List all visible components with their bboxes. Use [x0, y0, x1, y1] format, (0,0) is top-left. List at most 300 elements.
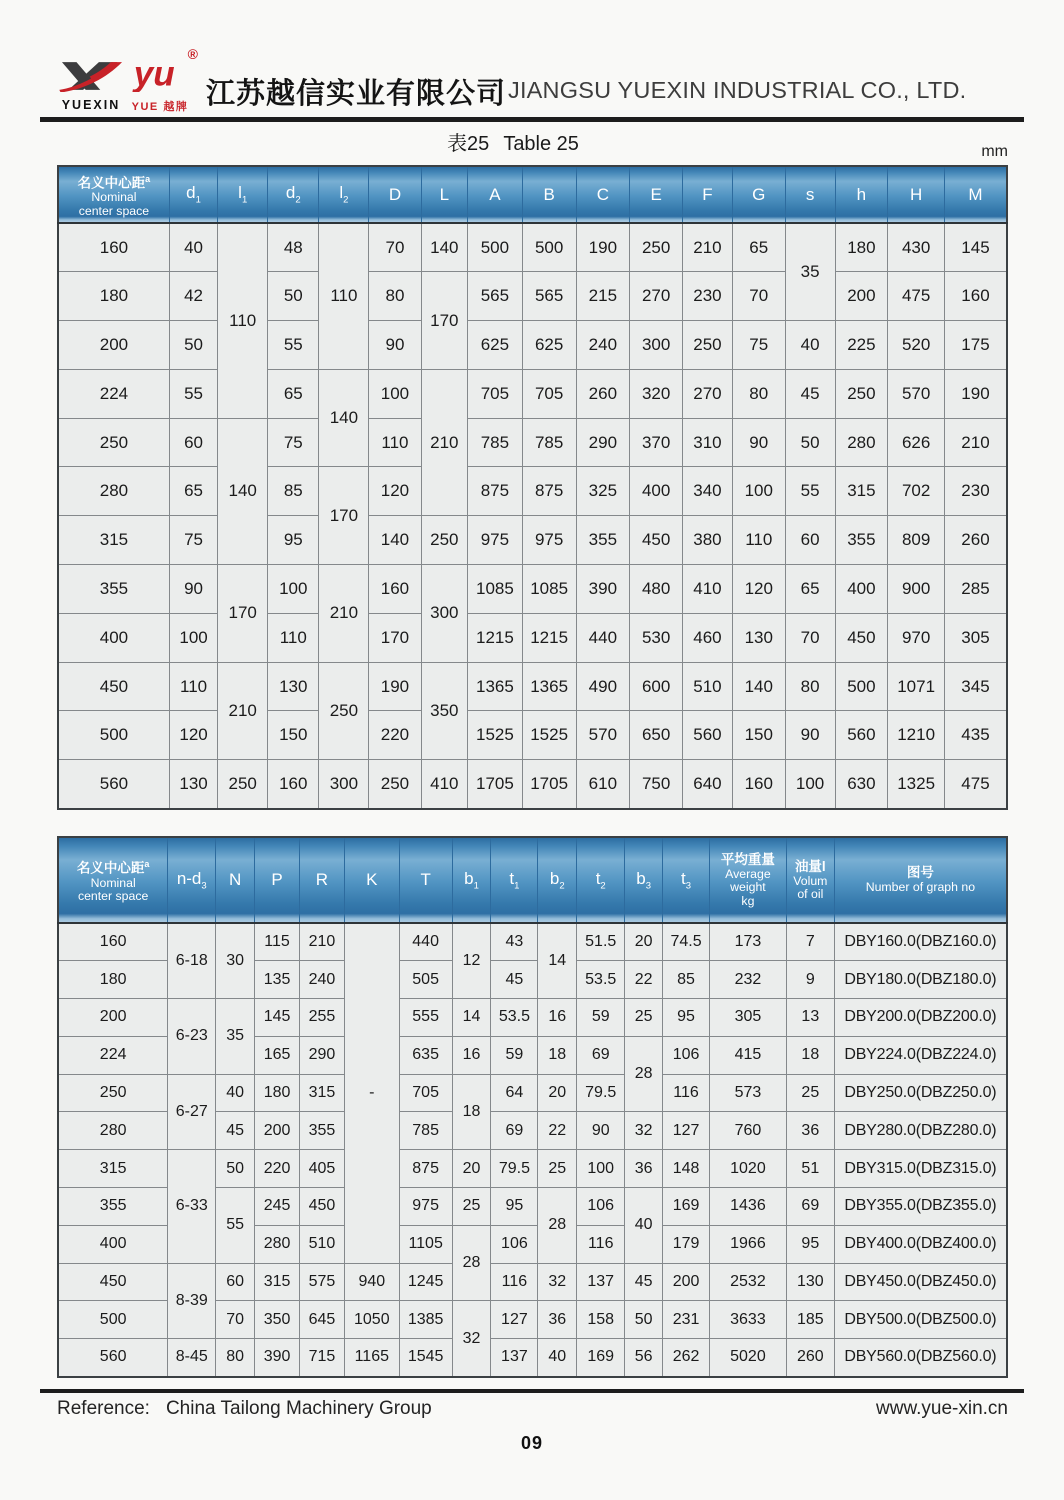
- cell: 53.5: [577, 961, 625, 999]
- cell: 175: [944, 321, 1007, 370]
- cell: 290: [576, 418, 630, 467]
- column-header: N: [216, 837, 255, 923]
- cell: 150: [732, 711, 785, 760]
- cell: 59: [491, 1036, 538, 1074]
- cell: 355: [58, 1188, 168, 1226]
- cell: DBY400.0(DBZ400.0): [834, 1225, 1007, 1263]
- cell: 200: [255, 1112, 300, 1150]
- cell: 40: [216, 1074, 255, 1112]
- cell: 6-23: [168, 999, 216, 1075]
- column-header: $b_2$: [538, 837, 577, 923]
- cell: 440: [399, 923, 452, 961]
- cell: 55: [785, 467, 835, 516]
- cell: 809: [888, 516, 945, 565]
- cell: 400: [58, 613, 169, 662]
- cell: 200: [663, 1263, 710, 1301]
- cell: 250: [369, 760, 421, 809]
- cell: 250: [630, 223, 683, 272]
- cell: 50: [625, 1301, 663, 1339]
- cell: 3633: [710, 1301, 787, 1339]
- table-row: [58, 662, 1007, 711]
- cell: 16: [538, 999, 577, 1037]
- cell: 610: [576, 760, 630, 809]
- cell: 50: [785, 418, 835, 467]
- cell: 120: [369, 467, 421, 516]
- company-name-chinese: 江苏越信实业有限公司: [206, 78, 507, 110]
- cell: 255: [300, 999, 345, 1037]
- cell: 130: [732, 613, 785, 662]
- cell: 340: [683, 467, 733, 516]
- table-row: [58, 565, 1007, 614]
- cell: 224: [58, 369, 169, 418]
- cell: 170: [421, 272, 467, 370]
- cell: 25: [625, 999, 663, 1037]
- cell: 450: [630, 516, 683, 565]
- cell: 140: [319, 369, 369, 467]
- cell: 40: [169, 223, 217, 272]
- cell: 560: [58, 1339, 168, 1377]
- cell: 106: [491, 1225, 538, 1263]
- cell: 975: [522, 516, 576, 565]
- cell: 140: [732, 662, 785, 711]
- cell: 25: [538, 1150, 577, 1188]
- cell: 95: [491, 1188, 538, 1226]
- column-header: $t_1$: [491, 837, 538, 923]
- column-header: $l_2$: [319, 166, 369, 223]
- cell: 35: [785, 223, 835, 321]
- cell: 250: [683, 321, 733, 370]
- cell: 18: [452, 1074, 491, 1150]
- cell: 1071: [888, 662, 945, 711]
- cell: 705: [399, 1074, 452, 1112]
- cell: 8-45: [168, 1339, 216, 1377]
- cell: 100: [169, 613, 217, 662]
- cell: 875: [522, 467, 576, 516]
- cell: 280: [58, 467, 169, 516]
- cell: 355: [576, 516, 630, 565]
- cell: 160: [369, 565, 421, 614]
- cell: 28: [538, 1188, 577, 1264]
- cell: DBY355.0(DBZ355.0): [834, 1188, 1007, 1226]
- cell: 390: [255, 1339, 300, 1377]
- cell: 90: [369, 321, 421, 370]
- cell: 300: [630, 321, 683, 370]
- cell: 355: [835, 516, 888, 565]
- cell: 785: [522, 418, 576, 467]
- cell: 169: [577, 1339, 625, 1377]
- cell: 640: [683, 760, 733, 809]
- cell: 280: [58, 1112, 168, 1150]
- cell: 325: [576, 467, 630, 516]
- cell: 1705: [522, 760, 576, 809]
- cell: DBY450.0(DBZ450.0): [834, 1263, 1007, 1301]
- cell: 20: [538, 1074, 577, 1112]
- cell: 400: [58, 1225, 168, 1263]
- table-title-english: Table 25: [503, 133, 579, 155]
- column-header: $d_1$: [169, 166, 217, 223]
- cell: 210: [300, 923, 345, 961]
- cell: 51: [786, 1150, 834, 1188]
- cell: 500: [58, 1301, 168, 1339]
- table-row: [58, 1339, 1007, 1377]
- unit-label: mm: [981, 143, 1008, 160]
- cell: 215: [576, 272, 630, 321]
- cell: 390: [576, 565, 630, 614]
- yuexin-logo-icon: [58, 60, 124, 92]
- cell: 100: [785, 760, 835, 809]
- cell: 110: [218, 223, 268, 418]
- cell: 45: [491, 961, 538, 999]
- cell: 355: [58, 565, 169, 614]
- cell: 32: [625, 1112, 663, 1150]
- cell: 1085: [522, 565, 576, 614]
- cell: 400: [630, 467, 683, 516]
- column-header: B: [522, 166, 576, 223]
- cell: 69: [491, 1112, 538, 1150]
- column-header: E: [630, 166, 683, 223]
- cell: 90: [732, 418, 785, 467]
- cell: 22: [625, 961, 663, 999]
- cell: 110: [319, 223, 369, 369]
- table-row: [58, 467, 1007, 516]
- column-header: s: [785, 166, 835, 223]
- cell: 260: [576, 369, 630, 418]
- cell: 500: [58, 711, 169, 760]
- cell: 50: [268, 272, 319, 321]
- cell: 7: [786, 923, 834, 961]
- cell: 230: [683, 272, 733, 321]
- cell: 145: [255, 999, 300, 1037]
- cell: 130: [268, 662, 319, 711]
- cell: 1365: [468, 662, 523, 711]
- cell: 127: [491, 1301, 538, 1339]
- cell: 231: [663, 1301, 710, 1339]
- cell: 48: [268, 223, 319, 272]
- cell: 120: [169, 711, 217, 760]
- cell: 70: [785, 613, 835, 662]
- cell: 1436: [710, 1188, 787, 1226]
- cell: 450: [58, 1263, 168, 1301]
- cell: DBY160.0(DBZ160.0): [834, 923, 1007, 961]
- cell: 1215: [468, 613, 523, 662]
- cell: 305: [944, 613, 1007, 662]
- cell: 79.5: [577, 1074, 625, 1112]
- cell: 1210: [888, 711, 945, 760]
- cell: 565: [468, 272, 523, 321]
- cell: 106: [577, 1188, 625, 1226]
- registered-trademark-icon: ®: [187, 46, 198, 62]
- cell: 705: [522, 369, 576, 418]
- cell: 18: [786, 1036, 834, 1074]
- cell: 148: [663, 1150, 710, 1188]
- svg-text:yu: yu: [133, 56, 175, 92]
- cell: 570: [888, 369, 945, 418]
- column-header: G: [732, 166, 785, 223]
- cell: 450: [300, 1188, 345, 1226]
- cell: 32: [452, 1301, 491, 1377]
- cell: 410: [421, 760, 467, 809]
- cell: 70: [732, 272, 785, 321]
- cell: 380: [683, 516, 733, 565]
- column-header: F: [683, 166, 733, 223]
- cell: 60: [216, 1263, 255, 1301]
- cell: 475: [888, 272, 945, 321]
- table-row: [58, 272, 1007, 321]
- cell: 575: [300, 1263, 345, 1301]
- cell: 85: [268, 467, 319, 516]
- cell: 64: [491, 1074, 538, 1112]
- cell: 170: [218, 565, 268, 663]
- cell: DBY180.0(DBZ180.0): [834, 961, 1007, 999]
- cell: 120: [732, 565, 785, 614]
- column-header: H: [888, 166, 945, 223]
- cell: 210: [944, 418, 1007, 467]
- cell: 1365: [522, 662, 576, 711]
- cell: 210: [218, 662, 268, 760]
- cell: 760: [710, 1112, 787, 1150]
- cell: DBY250.0(DBZ250.0): [834, 1074, 1007, 1112]
- cell: 350: [255, 1301, 300, 1339]
- cell: 53.5: [491, 999, 538, 1037]
- column-header: 平均重量 Average weight kg: [710, 837, 787, 923]
- table-row: [58, 999, 1007, 1037]
- cell: 69: [786, 1188, 834, 1226]
- cell: 315: [58, 516, 169, 565]
- cell: 200: [58, 321, 169, 370]
- cell: 510: [300, 1225, 345, 1263]
- cell: 22: [538, 1112, 577, 1150]
- cell: 43: [491, 923, 538, 961]
- cell: 55: [268, 321, 319, 370]
- cell: 12: [452, 923, 491, 999]
- cell: 6-27: [168, 1074, 216, 1150]
- yuepai-logo: [128, 46, 198, 114]
- cell: 65: [169, 467, 217, 516]
- cell: 25: [786, 1074, 834, 1112]
- cell: 315: [58, 1150, 168, 1188]
- cell: 36: [538, 1301, 577, 1339]
- cell: DBY560.0(DBZ560.0): [834, 1339, 1007, 1377]
- cell: 80: [369, 272, 421, 321]
- cell: 626: [888, 418, 945, 467]
- cell: 520: [888, 321, 945, 370]
- cell: 415: [710, 1036, 787, 1074]
- cell: 650: [630, 711, 683, 760]
- cell: 80: [785, 662, 835, 711]
- cell: 750: [630, 760, 683, 809]
- cell: 715: [300, 1339, 345, 1377]
- cell: 80: [732, 369, 785, 418]
- cell: 405: [300, 1150, 345, 1188]
- cell: 79.5: [491, 1150, 538, 1188]
- cell: 8-39: [168, 1263, 216, 1339]
- reference-note: [57, 1398, 432, 1420]
- footer-divider: [40, 1389, 1024, 1393]
- cell: 315: [255, 1263, 300, 1301]
- table-row: [58, 760, 1007, 809]
- cell: 975: [399, 1188, 452, 1226]
- column-header: $b_1$: [452, 837, 491, 923]
- cell: 1525: [468, 711, 523, 760]
- cell: 160: [58, 223, 169, 272]
- cell: 900: [888, 565, 945, 614]
- cell: 36: [786, 1112, 834, 1150]
- table-row: [58, 1263, 1007, 1301]
- cell: 75: [732, 321, 785, 370]
- cell: 190: [369, 662, 421, 711]
- column-header: M: [944, 166, 1007, 223]
- cell: 160: [58, 923, 168, 961]
- cell: 270: [683, 369, 733, 418]
- cell: 630: [835, 760, 888, 809]
- cell: 702: [888, 467, 945, 516]
- website: www.yue-xin.cn: [876, 1398, 1008, 1419]
- table-title: [0, 127, 1064, 156]
- cell: 135: [255, 961, 300, 999]
- cell: 42: [169, 272, 217, 321]
- cell: 250: [58, 418, 169, 467]
- cell: 250: [835, 369, 888, 418]
- table-row: [58, 613, 1007, 662]
- cell: 240: [576, 321, 630, 370]
- cell: 70: [369, 223, 421, 272]
- cell: 190: [576, 223, 630, 272]
- column-header: $t_2$: [577, 837, 625, 923]
- cell: 250: [421, 516, 467, 565]
- cell: 137: [491, 1339, 538, 1377]
- cell: 14: [538, 923, 577, 999]
- cell: 75: [268, 418, 319, 467]
- cell: 69: [577, 1036, 625, 1074]
- cell: 56: [625, 1339, 663, 1377]
- cell: 45: [216, 1112, 255, 1150]
- cell: 6-33: [168, 1150, 216, 1263]
- cell: 260: [786, 1339, 834, 1377]
- cell: 1085: [468, 565, 523, 614]
- column-header: D: [369, 166, 421, 223]
- cell: 315: [835, 467, 888, 516]
- column-header: 名义中心距$^a$ Nominal center space: [58, 166, 169, 223]
- cell: DBY224.0(DBZ224.0): [834, 1036, 1007, 1074]
- cell: 410: [683, 565, 733, 614]
- cell: 60: [169, 418, 217, 467]
- cell: 158: [577, 1301, 625, 1339]
- cell: 480: [630, 565, 683, 614]
- cell: 127: [663, 1112, 710, 1150]
- cell: 705: [468, 369, 523, 418]
- cell: 475: [944, 760, 1007, 809]
- cell: 145: [944, 223, 1007, 272]
- column-header: A: [468, 166, 523, 223]
- cell: 110: [268, 613, 319, 662]
- cell: 400: [835, 565, 888, 614]
- page-number: 09: [520, 1433, 544, 1453]
- cell: 635: [399, 1036, 452, 1074]
- cell: 65: [732, 223, 785, 272]
- cell: 490: [576, 662, 630, 711]
- cell: 20: [452, 1150, 491, 1188]
- cell: 240: [300, 961, 345, 999]
- table-row: [58, 711, 1007, 760]
- cell: 250: [319, 662, 369, 760]
- cell: 100: [268, 565, 319, 614]
- cell: DBY500.0(DBZ500.0): [834, 1301, 1007, 1339]
- yuepai-logo-label: YUE 越牌: [131, 101, 189, 113]
- cell: 190: [944, 369, 1007, 418]
- cell: 25: [452, 1188, 491, 1226]
- cell: 500: [468, 223, 523, 272]
- cell: 90: [169, 565, 217, 614]
- cell: -: [344, 923, 399, 1263]
- cell: 32: [538, 1263, 577, 1301]
- column-header: $t_3$: [663, 837, 710, 923]
- column-header: h: [835, 166, 888, 223]
- cell: 40: [625, 1188, 663, 1264]
- cell: 160: [268, 760, 319, 809]
- cell: 85: [663, 961, 710, 999]
- cell: 14: [452, 999, 491, 1037]
- cell: 180: [58, 272, 169, 321]
- table-title-chinese: 表25: [447, 133, 490, 155]
- cell: 36: [625, 1150, 663, 1188]
- cell: 50: [169, 321, 217, 370]
- cell: 70: [216, 1301, 255, 1339]
- cell: 970: [888, 613, 945, 662]
- cell: 115: [255, 923, 300, 961]
- table-row: [58, 369, 1007, 418]
- cell: 1966: [710, 1225, 787, 1263]
- cell: 224: [58, 1036, 168, 1074]
- cell: 28: [625, 1036, 663, 1112]
- cell: 179: [663, 1225, 710, 1263]
- cell: 106: [663, 1036, 710, 1074]
- cell: 1705: [468, 760, 523, 809]
- table-row: [58, 1074, 1007, 1112]
- cell: 110: [732, 516, 785, 565]
- table-row: [58, 223, 1007, 272]
- column-header: L: [421, 166, 467, 223]
- cell: 460: [683, 613, 733, 662]
- cell: 350: [421, 662, 467, 760]
- cell: 170: [369, 613, 421, 662]
- dimension-table-section: [57, 165, 1008, 810]
- spec-table-section: [57, 836, 1008, 1378]
- column-header: P: [255, 837, 300, 923]
- cell: 116: [491, 1263, 538, 1301]
- cell: 560: [683, 711, 733, 760]
- cell: 260: [944, 516, 1007, 565]
- cell: DBY200.0(DBZ200.0): [834, 999, 1007, 1037]
- cell: 315: [300, 1074, 345, 1112]
- cell: 530: [630, 613, 683, 662]
- cell: 59: [577, 999, 625, 1037]
- cell: 250: [58, 1074, 168, 1112]
- reference-value: China Tailong Machinery Group: [165, 1398, 432, 1419]
- cell: 975: [468, 516, 523, 565]
- cell: 180: [255, 1074, 300, 1112]
- yuepai-logo-icon: [132, 56, 188, 92]
- cell: 280: [255, 1225, 300, 1263]
- cell: 50: [216, 1150, 255, 1188]
- cell: 210: [319, 565, 369, 663]
- cell: 320: [630, 369, 683, 418]
- cell: 625: [522, 321, 576, 370]
- cell: 785: [468, 418, 523, 467]
- cell: 1050: [344, 1301, 399, 1339]
- cell: 55: [216, 1188, 255, 1264]
- cell: 35: [216, 999, 255, 1075]
- column-header: $b_3$: [625, 837, 663, 923]
